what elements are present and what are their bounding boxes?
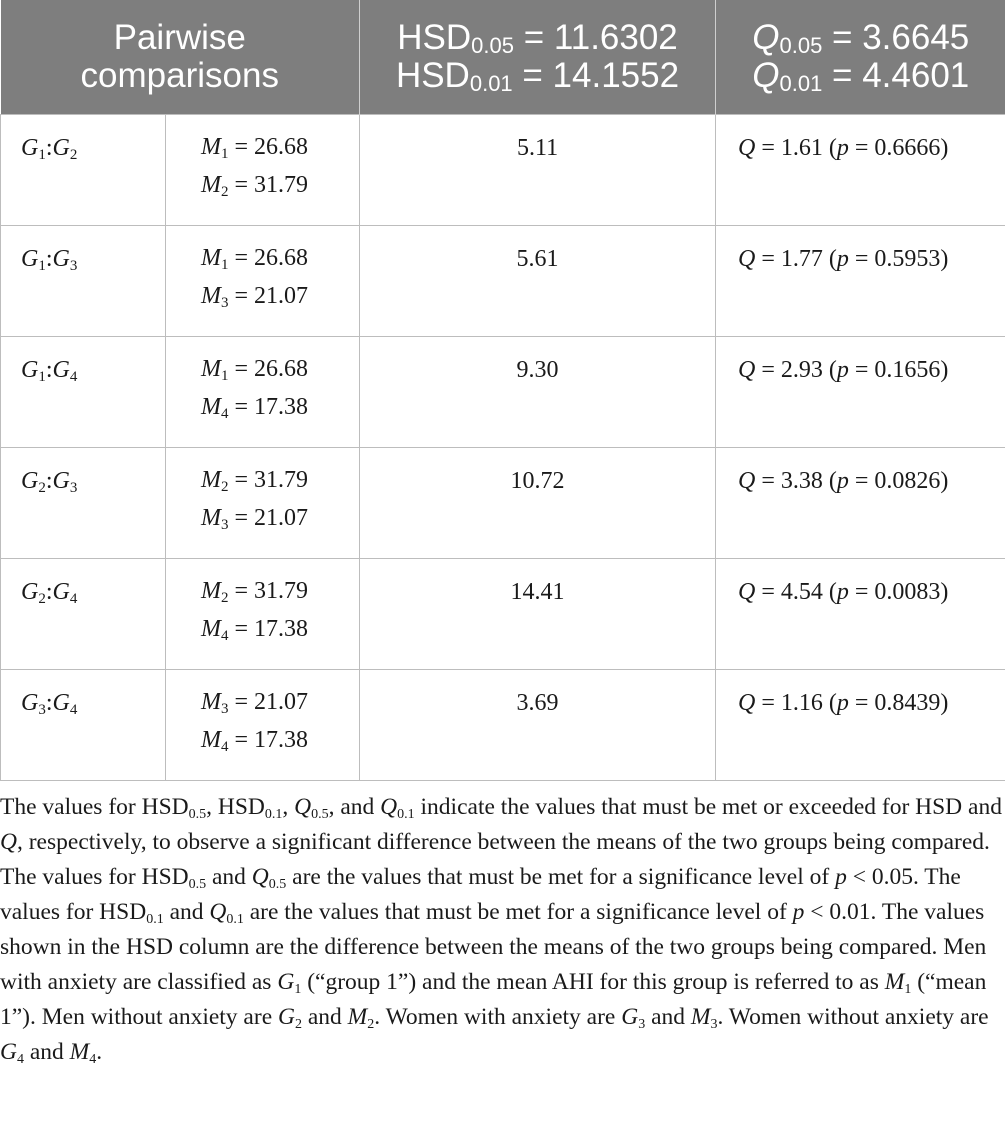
- group-pair-cell: $G_1:G_2$: [1, 115, 166, 226]
- mean-b: $M_4 = 17.38$: [201, 394, 309, 422]
- mean-a: $M_1 = 26.68$: [201, 245, 309, 273]
- means-cell: [166, 337, 360, 448]
- mean-b: $M_4 = 17.38$: [201, 616, 309, 644]
- q-value-cell: Q = 1.16 (p = 0.8439): [716, 670, 1005, 781]
- table-row: [1, 670, 1005, 781]
- means-cell: [166, 226, 360, 337]
- table-row: [1, 448, 1005, 559]
- hsd-value-cell: 5.61: [360, 226, 716, 337]
- group-pair-cell: $G_1:G_3$: [1, 226, 166, 337]
- q-value-cell: Q = 3.38 (p = 0.0826): [716, 448, 1005, 559]
- hsd-value-cell: 14.41: [360, 559, 716, 670]
- mean-b: $M_3 = 21.07$: [201, 505, 309, 533]
- hsd-value-cell: 3.69: [360, 670, 716, 781]
- means-cell: [166, 559, 360, 670]
- mean-a: $M_2 = 31.79$: [201, 578, 309, 606]
- table-row: [1, 337, 1005, 448]
- mean-a: $M_3 = 21.07$: [201, 689, 309, 717]
- mean-b: $M_3 = 21.07$: [201, 283, 309, 311]
- header-pairwise-comparisons: Pairwise comparisons: [1, 0, 360, 115]
- hsd-value-cell: 10.72: [360, 448, 716, 559]
- table-row: [1, 226, 1005, 337]
- q-value-cell: Q = 1.61 (p = 0.6666): [716, 115, 1005, 226]
- table-row: [1, 115, 1005, 226]
- table-footnote: The values for $HSD_{0.5}$, $HSD_{0.1}$, $Q_{0.5}$, and $Q_{0.1}$ indicate the values that must be met or exceeded for HSD and Q, respectively, to observe a significant difference between the means of the two groups being compared. The values for $HSD_{0.5}$ and $Q_{0.5}$ are the values that must be met for a significance level of p < 0.05. The values for $HSD_{0.1}$ and $Q_{0.1}$ are the values that must be met for a significance level of p < 0.01. The values shown in the HSD column are the difference between the means of the two groups being compared. Men with anxiety are classified as $G_1$ (“group 1”) and the mean AHI for this group is referred to as $M_1$ (“mean 1”). Men without anxiety are $G_2$ and $M_2$. Women with anxiety are $G_3$ and $M_3$. Women without anxiety are $G_4$ and $M_4$.: [0, 794, 1002, 1067]
- table-row: [1, 559, 1005, 670]
- group-pair-cell: $G_1:G_4$: [1, 337, 166, 448]
- header-q: $Q_{0.05} = 3.6645$ $Q_{0.01} = 4.4601$: [716, 0, 1005, 115]
- header-hsd: $HSD_{0.05} = 11.6302$ $HSD_{0.01} = 14.1552$: [360, 0, 716, 115]
- mean-b: $M_2 = 31.79$: [201, 172, 309, 200]
- means-cell: [166, 670, 360, 781]
- q-value-cell: Q = 2.93 (p = 0.1656): [716, 337, 1005, 448]
- q-value-cell: Q = 4.54 (p = 0.0083): [716, 559, 1005, 670]
- table-header: [1, 0, 1005, 115]
- q-value-cell: Q = 1.77 (p = 0.5953): [716, 226, 1005, 337]
- group-pair-cell: $G_3:G_4$: [1, 670, 166, 781]
- group-pair-cell: $G_2:G_3$: [1, 448, 166, 559]
- group-pair-cell: $G_2:G_4$: [1, 559, 166, 670]
- mean-a: $M_1 = 26.68$: [201, 356, 309, 384]
- means-cell: [166, 115, 360, 226]
- mean-b: $M_4 = 17.38$: [201, 727, 309, 755]
- mean-a: $M_1 = 26.68$: [201, 134, 309, 162]
- mean-a: $M_2 = 31.79$: [201, 467, 309, 495]
- hsd-value-cell: 9.30: [360, 337, 716, 448]
- table-body: [1, 115, 1005, 781]
- hsd-value-cell: 5.11: [360, 115, 716, 226]
- means-cell: [166, 448, 360, 559]
